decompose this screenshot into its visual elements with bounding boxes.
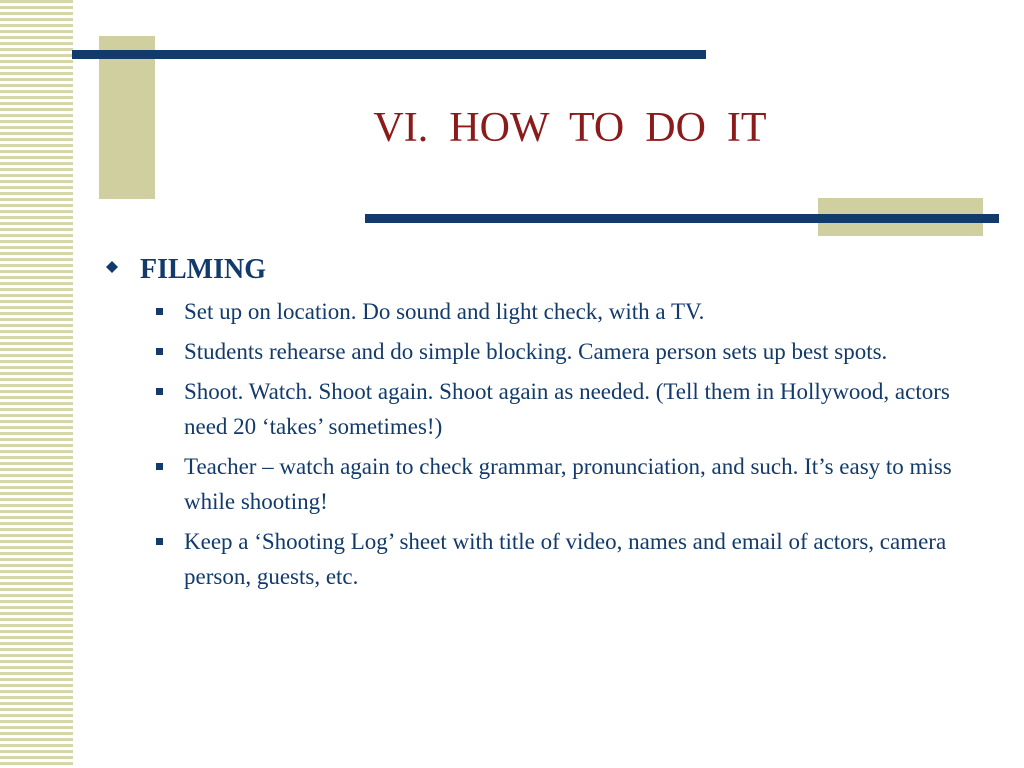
list-item <box>156 524 978 594</box>
section-heading: FILMING <box>140 254 266 285</box>
diamond-icon <box>106 261 118 273</box>
accent-block-top <box>99 36 155 199</box>
title-rule-top <box>72 50 706 59</box>
square-icon <box>156 538 163 545</box>
list-item-text: Teacher – watch again to check grammar, pronunciation, and such. It’s easy to miss while shooting! <box>184 454 952 514</box>
list-item <box>156 449 978 519</box>
square-icon <box>156 388 163 395</box>
square-icon <box>156 463 163 470</box>
list-item-text: Set up on location. Do sound and light check, with a TV. <box>184 299 705 324</box>
slide-title: VI. HOW TO DO IT <box>373 105 767 151</box>
section-heading-row <box>98 254 978 286</box>
left-stripe-decoration <box>0 0 73 768</box>
list-item-text: Shoot. Watch. Shoot again. Shoot again as needed. (Tell them in Hollywood, actors need 20 ‘takes’ sometimes!) <box>184 379 950 439</box>
square-icon <box>156 308 163 315</box>
square-icon <box>156 348 163 355</box>
list-item <box>156 294 978 329</box>
slide-body <box>98 254 978 599</box>
list-item-text: Students rehearse and do simple blocking. Camera person sets up best spots. <box>184 339 888 364</box>
list-item-text: Keep a ‘Shooting Log’ sheet with title of video, names and email of actors, camera person, guests, etc. <box>184 529 947 589</box>
title-rule-bottom <box>365 214 999 223</box>
list-item <box>156 374 978 444</box>
bullet-list <box>98 294 978 594</box>
list-item <box>156 334 978 369</box>
